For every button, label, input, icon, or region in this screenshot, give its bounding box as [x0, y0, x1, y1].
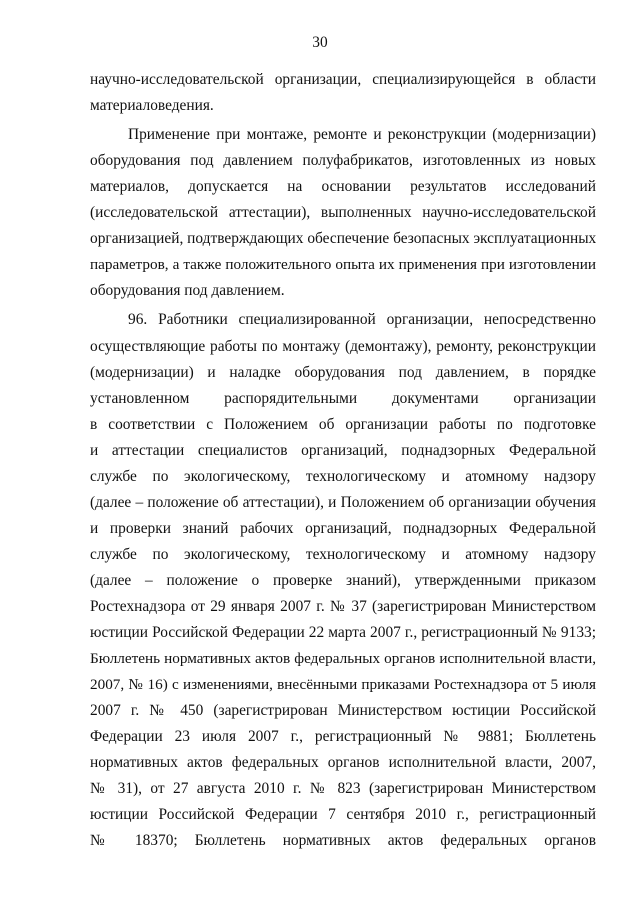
text-line: Бюллетень нормативных актов федеральных органов исполнительной власти,	[90, 650, 596, 667]
text-line: № 31), от 27 августа 2010 г. № 823 (зарегистрирован Министерством	[90, 780, 596, 797]
text-line: № 18370; Бюллетень нормативных актов федеральных органов	[90, 832, 596, 849]
page-number: 30	[312, 34, 328, 51]
text-line: научно-исследовательской организации, специализирующейся в области	[90, 71, 596, 88]
text-line: (далее – положение об аттестации), и Положением об организации обучения	[90, 494, 596, 511]
text-line: оборудования под давлением.	[90, 282, 285, 299]
text-line: осуществляющие работы по монтажу (демонтажу), ремонту, реконструкции	[90, 338, 596, 355]
text-line: Применение при монтаже, ремонте и реконструкции (модернизации)	[128, 126, 596, 143]
text-line: параметров, а также положительного опыта их применения при изготовлении	[90, 256, 596, 273]
text-line: нормативных актов федеральных органов исполнительной власти, 2007,	[90, 754, 596, 771]
text-line: в соответствии с Положением об организации работы по подготовке	[90, 416, 596, 433]
text-line: юстиции Российской Федерации 7 сентября 2010 г., регистрационный	[90, 806, 596, 823]
text-line: и аттестации специалистов организаций, поднадзорных Федеральной	[90, 442, 596, 459]
text-line: оборудования под давлением полуфабрикатов, изготовленных из новых	[90, 152, 596, 169]
text-line: (далее – положение о проверке знаний), утвержденными приказом	[90, 572, 596, 589]
text-line: и проверки знаний рабочих организаций, поднадзорных Федеральной	[90, 520, 596, 537]
text-line: службе по экологическому, технологическому и атомному надзору	[90, 546, 596, 563]
text-line: организацией, подтверждающих обеспечение безопасных эксплуатационных	[90, 230, 596, 247]
text-line: юстиции Российской Федерации 22 марта 2007 г., регистрационный № 9133;	[90, 624, 596, 641]
text-line: (исследовательской аттестации), выполненных научно-исследовательской	[90, 204, 596, 221]
text-line: Федерации 23 июля 2007 г., регистрационный № 9881; Бюллетень	[90, 728, 596, 745]
text-line: материаловедения.	[90, 97, 214, 114]
text-line: установленном распорядительными документами организации	[90, 390, 596, 407]
text-line: 96. Работники специализированной организации, непосредственно	[128, 311, 596, 328]
text-line: 2007, № 16) с изменениями, внесёнными приказами Ростехнадзора от 5 июля	[90, 676, 596, 693]
text-line: службе по экологическому, технологическому и атомному надзору	[90, 468, 596, 485]
text-line: 2007 г. № 450 (зарегистрирован Министерством юстиции Российской	[90, 702, 596, 719]
text-line: (модернизации) и наладке оборудования под давлением, в порядке	[90, 364, 596, 381]
text-line: материалов, допускается на основании результатов исследований	[90, 178, 596, 195]
text-line: Ростехнадзора от 29 января 2007 г. № 37 (зарегистрирован Министерством	[90, 598, 596, 615]
